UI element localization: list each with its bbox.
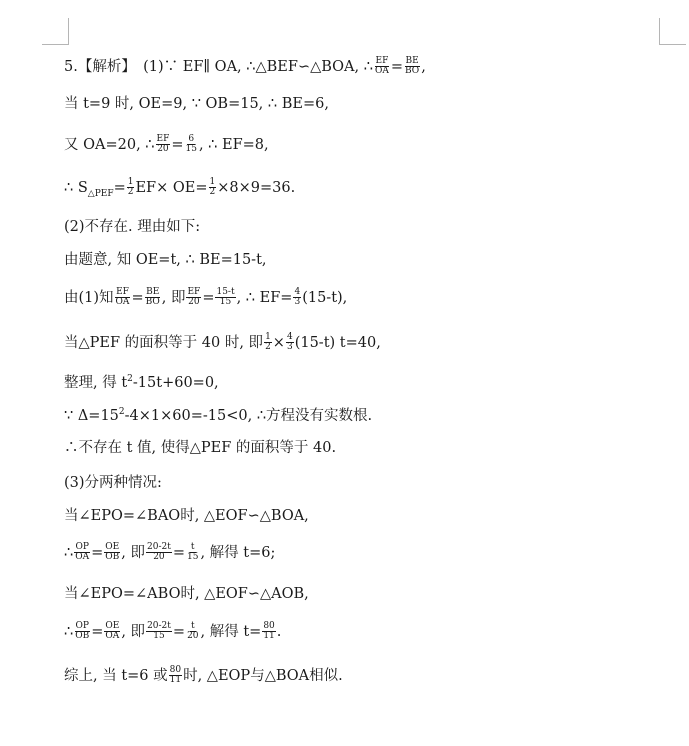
superscript: 2 <box>118 407 125 417</box>
text-run: , 即 <box>161 289 186 306</box>
text-run: 整理, 得 t <box>64 374 128 391</box>
text-run: , 即 <box>121 544 145 561</box>
text-run: 当△PEF 的面积等于 40 时, 即 <box>64 334 264 351</box>
fraction <box>286 333 294 353</box>
solution-line <box>64 666 343 686</box>
fraction-denominator: OA <box>115 297 130 308</box>
text-run: -4×1×60=-15<0, ∴方程没有实数根. <box>124 407 373 424</box>
text-run: , ∴ EF=8, <box>198 136 269 153</box>
fraction <box>104 622 120 642</box>
solution-line <box>64 135 269 155</box>
fraction-denominator: 15 <box>219 297 232 308</box>
fraction-denominator: 2 <box>265 342 271 353</box>
fraction-denominator: 3 <box>294 297 301 308</box>
text-run: 由(1)知 <box>64 289 114 306</box>
text-run: = <box>113 179 126 196</box>
text-run: = <box>131 289 144 306</box>
solution-line <box>64 407 372 425</box>
fraction <box>145 288 161 308</box>
fraction-denominator: BO <box>145 297 160 308</box>
text-run: = <box>172 544 185 561</box>
fraction <box>215 288 235 308</box>
fraction-denominator: OA <box>105 631 120 642</box>
fraction-denominator: 15 <box>185 144 197 155</box>
text-run: = <box>172 623 186 640</box>
fraction <box>146 622 172 642</box>
solution-line <box>64 586 309 603</box>
fraction-numerator: t <box>190 621 195 631</box>
solution-line <box>64 178 295 200</box>
fraction-numerator: 15-t <box>216 287 235 297</box>
fraction <box>74 622 90 642</box>
fraction <box>74 543 90 563</box>
text-run: 5.【解析】 (1)∵ EF∥ OA, ∴△BEF∽△BOA, ∴ <box>64 58 373 75</box>
fraction-numerator: 20-2t <box>147 621 171 631</box>
solution-line <box>64 374 219 392</box>
text-run: ∴不存在 t 值, 使得△PEF 的面积等于 40. <box>64 440 337 456</box>
solution-line <box>64 333 381 353</box>
fraction-denominator: 20 <box>153 552 165 563</box>
text-run: = <box>91 544 104 561</box>
fraction-numerator: OP <box>75 621 89 631</box>
text-run: 当∠EPO=∠ABO时, △EOF∽△AOB, <box>64 586 309 602</box>
fraction-denominator: 11 <box>263 631 275 642</box>
fraction-numerator: 80 <box>169 665 182 675</box>
fraction-numerator: OE <box>105 542 120 552</box>
text-run: (3)分两种情况: <box>64 475 162 491</box>
fraction-numerator: EF <box>116 287 129 297</box>
solution-line <box>64 96 329 113</box>
text-run: -15t+60=0, <box>132 374 219 391</box>
fraction-numerator: EF <box>156 134 170 144</box>
fraction <box>293 288 301 308</box>
fraction-numerator: 6 <box>188 134 195 144</box>
fraction <box>185 135 198 155</box>
text-run: ∴ <box>64 544 74 561</box>
solution-line <box>64 57 426 77</box>
fraction-denominator: 2 <box>127 187 134 198</box>
text-run: (2)不存在. 理由如下: <box>64 219 201 235</box>
subscript: △PEF <box>87 188 114 199</box>
fraction <box>264 333 272 353</box>
fraction-numerator: OP <box>75 542 89 552</box>
fraction-numerator: OE <box>105 621 120 631</box>
page-corner-mark-top-right <box>659 18 686 45</box>
fraction-numerator: EF <box>375 56 389 66</box>
solution-line <box>64 288 347 308</box>
fraction-denominator: OA <box>374 66 389 77</box>
fraction-denominator: 15 <box>187 552 199 563</box>
solution-line <box>64 543 275 563</box>
fraction <box>127 178 135 198</box>
fraction <box>146 543 172 563</box>
fraction <box>104 543 120 563</box>
fraction-denominator: OB <box>75 631 90 642</box>
fraction <box>186 288 201 308</box>
text-run: . <box>276 623 282 640</box>
text-run: (15-t) t=40, <box>294 334 381 351</box>
fraction <box>186 622 199 642</box>
fraction <box>262 622 275 642</box>
fraction <box>186 543 199 563</box>
fraction-numerator: EF <box>187 287 201 297</box>
fraction-numerator: BE <box>405 56 419 66</box>
text-run: × <box>272 334 285 351</box>
fraction <box>209 178 217 198</box>
text-run: 当∠EPO=∠BAO时, △EOF∽△BOA, <box>64 508 309 524</box>
fraction <box>156 135 171 155</box>
text-run: = <box>171 136 184 153</box>
fraction-denominator: 11 <box>169 675 182 686</box>
fraction-denominator: 15 <box>153 631 165 642</box>
solution-line <box>64 219 200 236</box>
fraction <box>374 57 390 77</box>
fraction <box>115 288 131 308</box>
text-run: 时, △EOP与△BOA相似. <box>183 667 343 684</box>
fraction-denominator: 2 <box>209 187 216 198</box>
fraction-denominator: 20 <box>187 631 199 642</box>
text-run: ∴ <box>64 623 74 640</box>
text-run: = <box>390 58 404 75</box>
fraction-numerator: 1 <box>127 177 134 187</box>
fraction-numerator: 4 <box>286 332 293 342</box>
fraction-denominator: OA <box>75 552 90 563</box>
fraction-numerator: 20-2t <box>147 542 171 552</box>
text-run: 又 OA=20, ∴ <box>64 136 155 153</box>
fraction-numerator: 1 <box>265 332 271 342</box>
solution-line <box>64 252 267 269</box>
fraction <box>169 666 182 686</box>
text-run: ∵ Δ=15 <box>64 407 119 424</box>
fraction-numerator: 80 <box>263 621 275 631</box>
text-run: 由题意, 知 OE=t, ∴ BE=15-t, <box>64 252 267 268</box>
text-run: , 解得 t= <box>200 623 262 640</box>
fraction-numerator: 4 <box>294 287 301 297</box>
text-run: , <box>421 58 426 75</box>
fraction-numerator: BE <box>146 287 160 297</box>
text-run: , 即 <box>121 623 146 640</box>
solution-line <box>64 622 281 642</box>
text-run: (15-t), <box>302 289 348 306</box>
fraction-denominator: 20 <box>157 144 169 155</box>
fraction-numerator: 1 <box>209 177 216 187</box>
text-run: , ∴ EF= <box>236 289 293 306</box>
fraction-denominator: 20 <box>188 297 200 308</box>
text-run: ×8×9=36. <box>217 179 296 196</box>
solution-line <box>64 508 309 525</box>
fraction-denominator: OB <box>105 552 120 563</box>
text-run: ∴ S <box>64 179 88 196</box>
fraction <box>404 57 420 77</box>
text-run: = <box>91 623 104 640</box>
solution-line <box>64 475 162 492</box>
fraction-denominator: BO <box>405 66 420 77</box>
text-run: , 解得 t=6; <box>200 544 276 561</box>
text-run: 综上, 当 t=6 或 <box>64 667 168 684</box>
solution-line <box>64 440 336 457</box>
fraction-numerator: t <box>190 542 195 552</box>
fraction-denominator: 3 <box>286 342 293 353</box>
text-run: 当 t=9 时, OE=9, ∵ OB=15, ∴ BE=6, <box>64 96 329 112</box>
superscript: 2 <box>127 374 133 384</box>
page-corner-mark-top-left <box>42 18 69 45</box>
text-run: EF× OE= <box>135 179 208 196</box>
text-run: = <box>202 289 215 306</box>
